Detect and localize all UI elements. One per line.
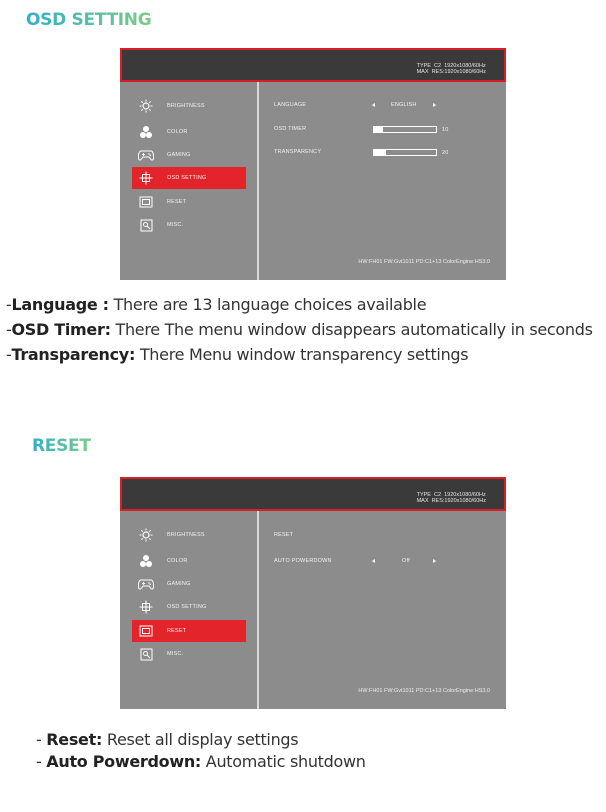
auto-powerdown-next-arrow[interactable]	[433, 559, 436, 563]
gaming-icon	[138, 577, 154, 591]
menu-item-misc[interactable]	[132, 214, 246, 236]
menu-label: OSD SETTING	[167, 175, 207, 181]
description-language: -Language : There are 13 language choices available	[6, 295, 427, 314]
osd-timer-slider[interactable]	[373, 126, 437, 133]
brightness-icon	[138, 528, 154, 542]
osd-timer-slider-fill	[374, 127, 383, 132]
osd-screen-reset	[120, 477, 506, 709]
menu-item-color[interactable]	[132, 121, 246, 143]
menu-item-color[interactable]	[132, 550, 246, 572]
menu-label: MISC.	[167, 651, 184, 657]
menu-item-misc[interactable]	[132, 643, 246, 665]
osd-divider	[257, 511, 259, 709]
description-reset: - Reset: Reset all display settings	[36, 730, 299, 749]
menu-label: COLOR	[167, 558, 188, 564]
misc-icon	[138, 647, 154, 661]
language-value: ENGLISH	[391, 102, 417, 108]
menu-item-gaming[interactable]	[132, 144, 246, 166]
transparency-slider[interactable]	[373, 149, 437, 156]
menu-label: RESET	[167, 199, 187, 205]
language-label: LANGUAGE	[274, 102, 307, 108]
auto-powerdown-prev-arrow[interactable]	[372, 559, 375, 563]
menu-label: BRIGHTNESS	[167, 103, 205, 109]
menu-label: COLOR	[167, 129, 188, 135]
osd-setting-icon	[138, 171, 154, 185]
menu-label: MISC.	[167, 222, 184, 228]
menu-label: OSD SETTING	[167, 604, 207, 610]
language-prev-arrow[interactable]	[372, 103, 375, 107]
auto-powerdown-label: AUTO POWERDOWN	[274, 558, 332, 564]
menu-label: BRIGHTNESS	[167, 532, 205, 538]
auto-powerdown-value: Off	[402, 558, 410, 564]
section-title-osd-setting: OSD SETTING	[26, 10, 152, 30]
menu-label: RESET	[167, 628, 187, 634]
description-osd-timer: -OSD Timer: There The menu window disappears automatically in seconds	[6, 320, 593, 339]
description-transparency: -Transparency: There Menu window transparency settings	[6, 345, 469, 364]
type-info: TYPE C2 1920x1080/60Hz MAX RES:1920x1080/60Hz	[416, 63, 486, 75]
osd-screen-osd-setting	[120, 48, 506, 280]
menu-item-reset[interactable]	[132, 620, 246, 642]
menu-label: GAMING	[167, 581, 191, 587]
osd-timer-label: OSD TIMER	[274, 126, 307, 132]
menu-label: GAMING	[167, 152, 191, 158]
reset-label[interactable]: RESET	[274, 532, 294, 538]
transparency-label: TRANSPARENCY	[274, 149, 322, 155]
firmware-info: HW:FH01 FW:Gvt1011 PD:C1+13 ColorEngine:HS3.0	[358, 259, 490, 265]
transparency-slider-fill	[374, 150, 386, 155]
reset-icon	[138, 624, 154, 638]
brightness-icon	[138, 99, 154, 113]
color-icon	[138, 125, 154, 139]
firmware-info: HW:FH01 FW:Gvt1011 PD:C1+13 ColorEngine:HS3.0	[358, 688, 490, 694]
misc-icon	[138, 218, 154, 232]
reset-icon	[138, 195, 154, 209]
transparency-value: 20	[442, 150, 449, 156]
menu-item-gaming[interactable]	[132, 573, 246, 595]
osd-header	[120, 477, 506, 511]
language-next-arrow[interactable]	[433, 103, 436, 107]
menu-item-brightness[interactable]	[132, 95, 246, 117]
menu-item-osd-setting[interactable]	[132, 596, 246, 618]
menu-item-reset[interactable]	[132, 191, 246, 213]
gaming-icon	[138, 148, 154, 162]
osd-header	[120, 48, 506, 82]
section-title-reset: RESET	[32, 436, 91, 456]
osd-setting-icon	[138, 600, 154, 614]
menu-item-osd-setting[interactable]	[132, 167, 246, 189]
osd-divider	[257, 82, 259, 280]
menu-item-brightness[interactable]	[132, 524, 246, 546]
osd-timer-value: 10	[442, 127, 449, 133]
description-auto-powerdown: - Auto Powerdown: Automatic shutdown	[36, 752, 366, 771]
color-icon	[138, 554, 154, 568]
type-info: TYPE C2 1920x1080/60Hz MAX RES:1920x1080/60Hz	[416, 492, 486, 504]
